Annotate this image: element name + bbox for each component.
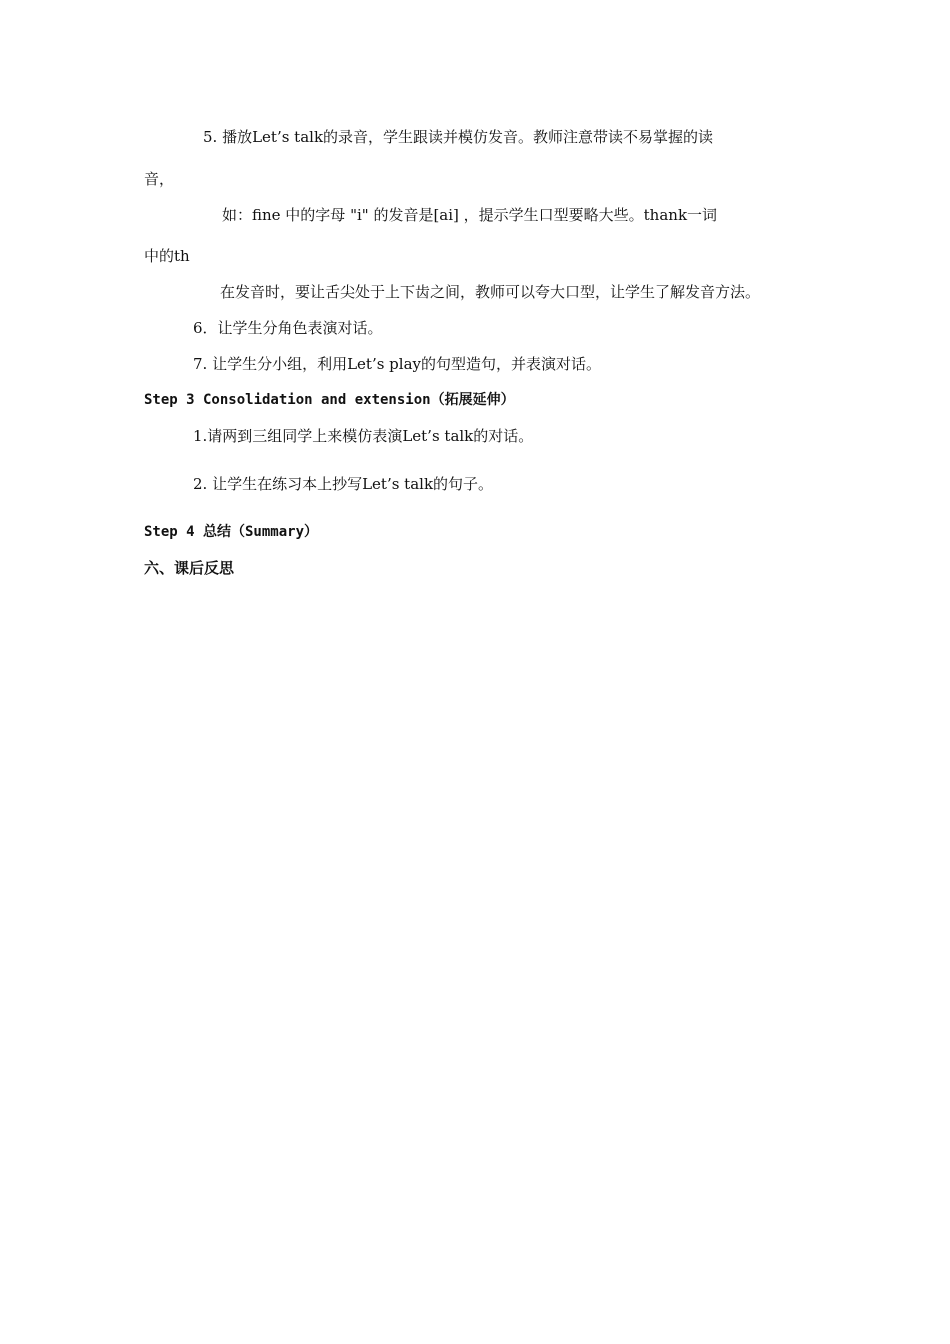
paragraph-step5-line2: 音， [144,170,175,188]
paragraph-example-line1: 如：fine 中的字母 "i" 的发音是[ai] ，提示学生口型要略大些。thank一词 [222,206,718,224]
paragraph-step7: 7. 让学生分小组，利用Let’s play的句型造句，并表演对话。 [193,355,601,373]
heading-step3: Step 3 Consolidation and extension（拓展延伸） [144,392,515,408]
paragraph-example-line3: 在发音时，要让舌尖处于上下齿之间，教师可以夸大口型，让学生了解发音方法。 [220,283,761,301]
heading-step4: Step 4 总结（Summary） [144,524,319,540]
paragraph-step6: 6．让学生分角色表演对话。 [193,319,383,337]
paragraph-example-line2: 中的th [144,247,190,265]
paragraph-step5-line1: 5. 播放Let’s talk的录音，学生跟读并模仿发音。教师注意带读不易掌握的读 [203,128,714,146]
paragraph-step3-item2: 2. 让学生在练习本上抄写Let’s talk的句子。 [193,475,494,493]
heading-reflection: 六、课后反思 [144,559,235,577]
paragraph-step3-item1: 1.请两到三组同学上来模仿表演Let’s talk的对话。 [193,427,534,445]
